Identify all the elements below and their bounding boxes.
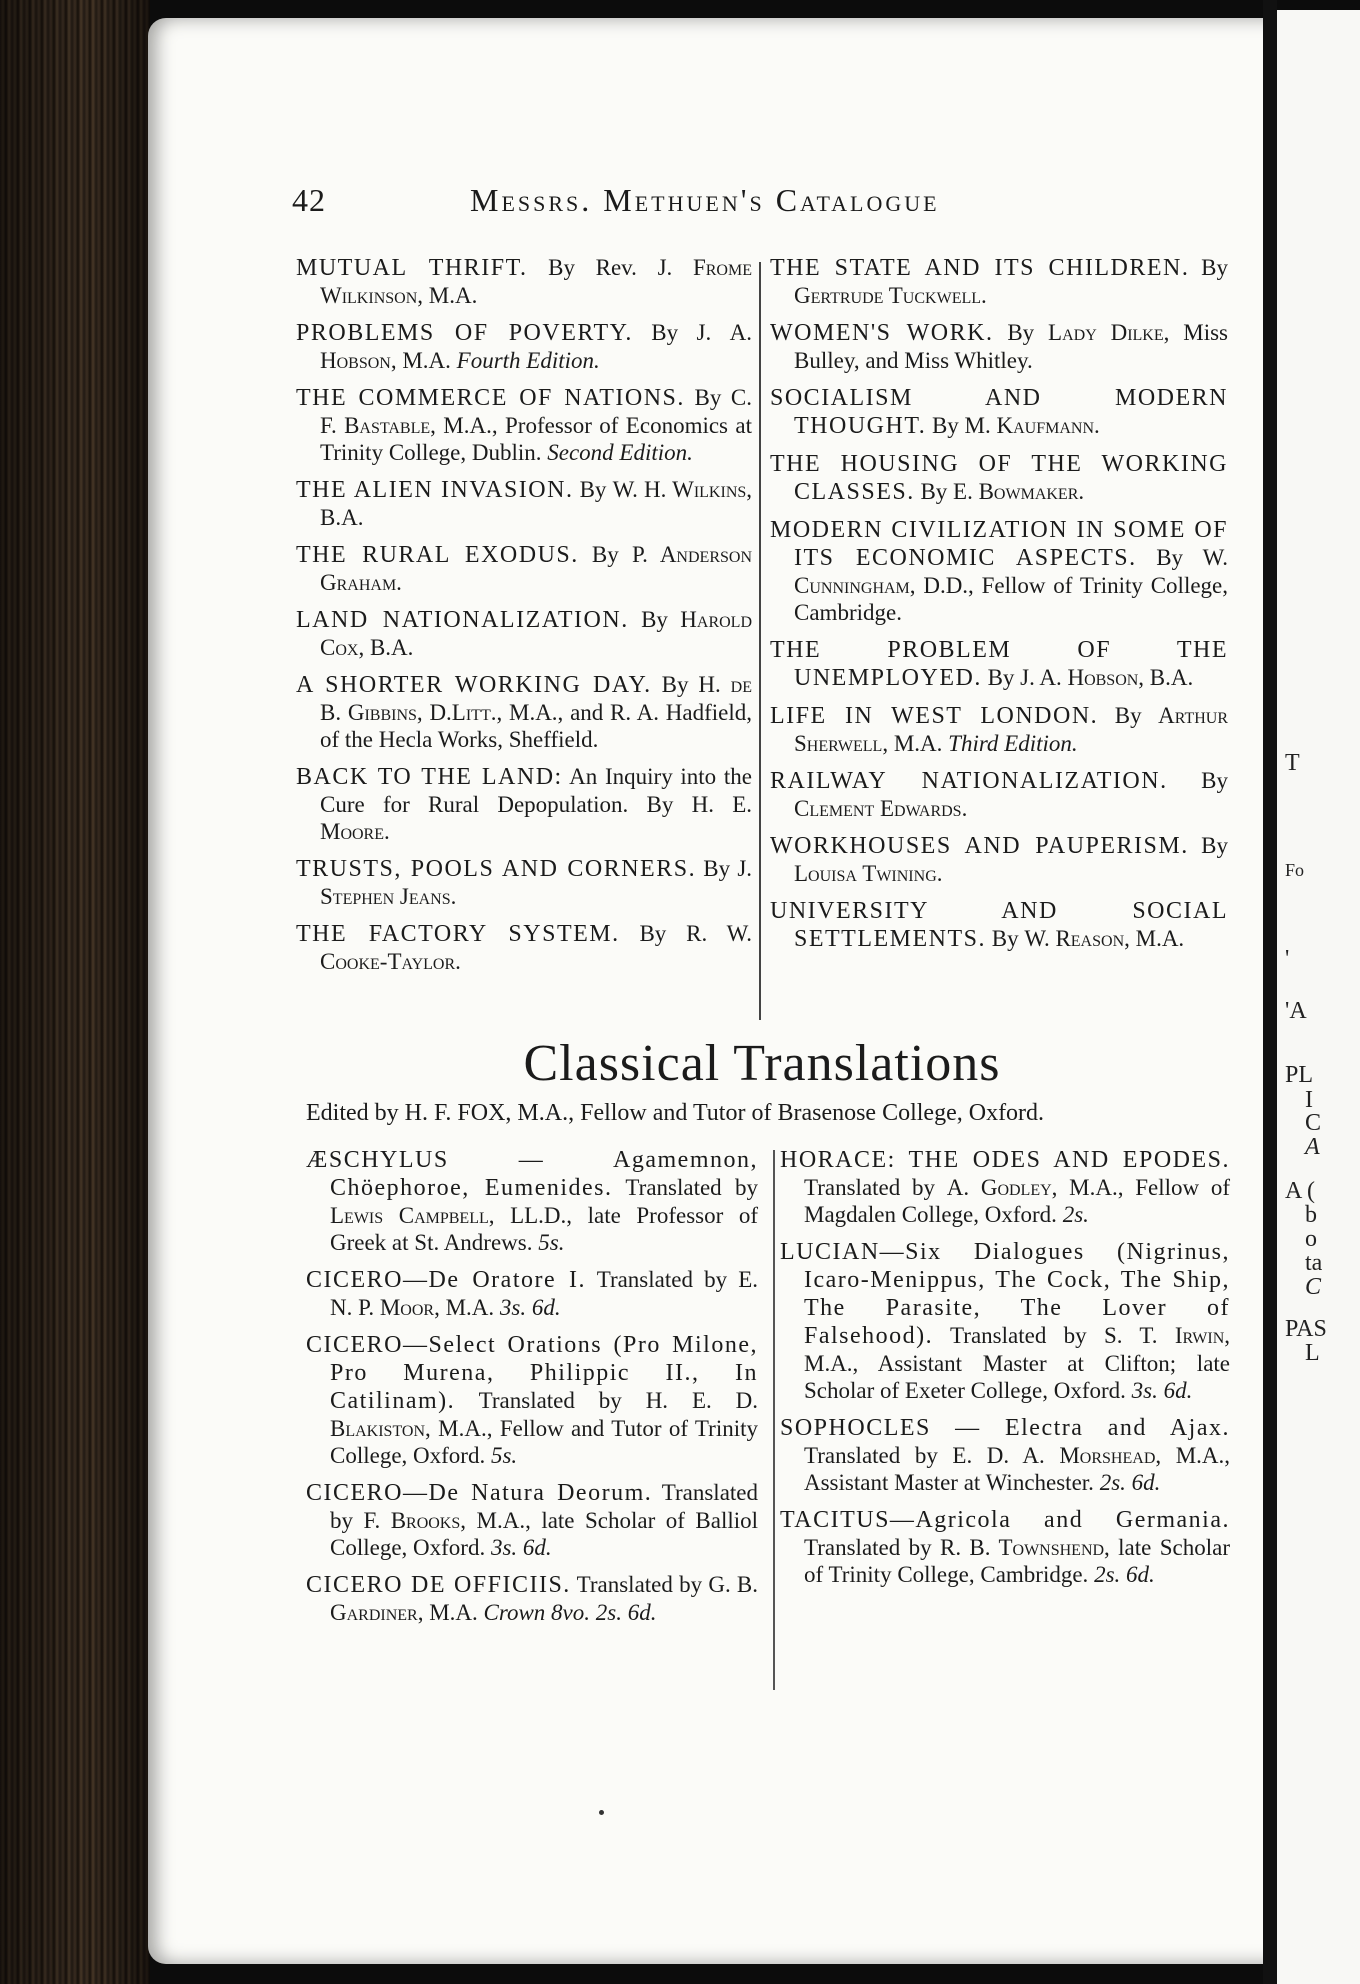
book-gutter: [1263, 0, 1277, 1984]
entry-text: By: [1136, 545, 1203, 570]
entry-author: E. N. P. Moor, M.A.: [330, 1267, 758, 1320]
catalogue-entry: [780, 1146, 1230, 1228]
entry-title: SOPHOCLES — Electra and Ajax.: [780, 1415, 1230, 1441]
entry-title: CICERO—Select Orations (Pro Milone, Pro Murena, Philippic II., In Catilinam).: [306, 1332, 758, 1414]
page-speck: [599, 1810, 604, 1815]
catalogue-entry: [770, 450, 1228, 506]
entry-title: THE ALIEN INVASION.: [296, 477, 574, 503]
entry-author: H. de B. Gibbins, D.Litt., M.A.,: [320, 672, 752, 725]
entry-author: M. Kaufmann.: [964, 413, 1100, 438]
next-page-text: A (: [1285, 1178, 1315, 1204]
catalogue-entry: [296, 855, 752, 910]
catalogue-entry: [770, 832, 1228, 887]
entry-price: 2s.: [1056, 1202, 1089, 1227]
catalogue-entry: [770, 516, 1228, 626]
entry-author: G. B. Gardiner, M.A.: [330, 1572, 759, 1625]
column-divider: [773, 1150, 775, 1690]
entry-text: By: [684, 385, 731, 410]
left-column-list: [296, 254, 752, 985]
entry-edition: Fourth Edition.: [450, 348, 600, 373]
entry-author: Lady Dilke,: [1048, 320, 1170, 345]
next-page-text: T: [1285, 750, 1300, 776]
entry-text: Translated by: [612, 1175, 758, 1200]
entry-price: Crown 8vo. 2s. 6d.: [477, 1600, 657, 1625]
catalogue-entry: [296, 319, 752, 374]
entry-text: Assistant Master at Clifton; late Scholar of Exeter College, Oxford.: [804, 1351, 1230, 1403]
entry-text: late Scholar of Balliol College, Oxford.: [330, 1508, 759, 1560]
entry-price: 2s. 6d.: [1093, 1470, 1161, 1495]
entry-title: LAND NATIONALIZATION.: [296, 607, 629, 633]
next-page-text: b: [1305, 1202, 1317, 1228]
editor-line: Edited by H. F. FOX, M.A., Fellow and Tutor of Brasenose College, Oxford.: [306, 1100, 1045, 1126]
entry-text: By: [578, 542, 632, 567]
catalogue-entry: [306, 1479, 758, 1561]
entry-author: Lewis Campbell, LL.D.,: [330, 1203, 573, 1228]
entry-text: By Rev. J.: [527, 255, 693, 280]
next-page-text: PL: [1285, 1062, 1314, 1088]
entry-text: By: [1188, 833, 1228, 858]
entry-text: By: [651, 672, 699, 697]
catalogue-entry: [780, 1414, 1230, 1496]
entry-text: By: [696, 856, 738, 881]
entry-title: THE COMMERCE OF NATIONS.: [296, 385, 685, 411]
next-page-text: 'A: [1285, 998, 1307, 1024]
entry-title: LUCIAN—Six Dialogues (Nigrinus, Icaro-Menippus, The Cock, The Ship, The Parasite, The Lover of Falsehood).: [780, 1239, 1230, 1349]
catalogue-entry: [296, 671, 752, 753]
entry-text: An Inquiry into the Cure for Rural Depopulation. By: [320, 764, 752, 817]
next-page-text: ': [1285, 946, 1290, 972]
entry-price: 5s.: [485, 1443, 518, 1468]
entry-author: E. Bowmaker.: [953, 479, 1085, 504]
entry-title: MODERN CIVILIZATION IN SOME OF ITS ECONOMIC ASPECTS.: [770, 517, 1228, 571]
entry-author: Clement Edwards.: [794, 796, 968, 821]
entry-text: Professor of Economics at Trinity College, Dublin.: [320, 413, 752, 465]
catalogue-entry: [770, 254, 1228, 309]
catalogue-entry: [296, 541, 752, 596]
catalogue-entry: [770, 702, 1228, 757]
entry-author: A. Hobson, M.A.: [320, 320, 752, 373]
catalogue-entry: [770, 319, 1228, 374]
entry-text: Translated by: [586, 1267, 739, 1292]
entry-title: LIFE IN WEST LONDON.: [770, 703, 1099, 729]
adjacent-page-fragment: [1277, 10, 1360, 1984]
entry-author: W. Cunningham, D.D.,: [794, 545, 1228, 598]
book-page-edges: [0, 0, 150, 1984]
entry-title: WORKHOUSES AND PAUPERISM.: [770, 833, 1189, 859]
entry-title: BACK TO THE LAND:: [296, 764, 563, 790]
catalogue-entry: [770, 636, 1228, 692]
catalogue-entry: [770, 767, 1228, 822]
entry-text: late Scholar of Trinity College, Cambridge.: [804, 1535, 1230, 1587]
entry-text: By J.: [632, 320, 730, 345]
catalogue-entry: [296, 920, 752, 975]
catalogue-entry: [306, 1571, 758, 1626]
entry-author: S. T. Irwin, M.A.,: [804, 1323, 1231, 1376]
entry-title: A SHORTER WORKING DAY.: [296, 672, 652, 698]
entry-title: TACITUS—Agricola and Germania.: [780, 1507, 1230, 1533]
entry-author: P. Anderson Graham.: [320, 542, 752, 595]
entry-author: Louisa Twining.: [794, 861, 943, 886]
catalogue-entry: [770, 897, 1228, 953]
entry-title: THE FACTORY SYSTEM.: [296, 921, 620, 947]
entry-text: late Professor of Greek at St. Andrews.: [330, 1203, 758, 1255]
entry-title: HORACE: THE ODES AND EPODES.: [780, 1147, 1230, 1173]
next-page-text: L: [1305, 1340, 1320, 1366]
catalogue-entry: [780, 1506, 1230, 1588]
entry-title: TRUSTS, POOLS AND CORNERS.: [296, 856, 697, 882]
entry-text: Assistant Master at Winchester.: [804, 1470, 1094, 1495]
entry-text: By: [1189, 255, 1229, 280]
entry-price: 3s. 6d.: [1125, 1378, 1193, 1403]
next-page-text: Fo: [1285, 860, 1305, 880]
entry-title: THE RURAL EXODUS.: [296, 542, 579, 568]
entry-author: C. F. Bastable, M.A.,: [320, 385, 753, 438]
catalogue-entry: [296, 763, 752, 845]
catalogue-entry: [306, 1331, 758, 1469]
page-number: 42: [292, 182, 326, 218]
entry-text: Translated by: [455, 1388, 646, 1413]
entry-text: Translated by: [804, 1443, 953, 1468]
entry-text: and R. A. Hadfield, of the Hecla Works, Sheffield.: [320, 700, 752, 752]
page-header: [292, 182, 1232, 226]
section-title: Classical Translations: [523, 1035, 1001, 1092]
next-page-text: I: [1305, 1087, 1313, 1113]
entry-title: CICERO DE OFFICIIS.: [306, 1572, 571, 1598]
entry-text: By: [573, 477, 613, 502]
right-column-list: [770, 254, 1228, 963]
entry-title: THE HOUSING OF THE WORKING CLASSES.: [770, 451, 1228, 505]
entry-title: CICERO—De Natura Deorum.: [306, 1480, 653, 1506]
column-divider: [759, 262, 761, 1020]
entry-text: By: [628, 607, 681, 632]
entry-author: Harold Cox, B.A.: [320, 607, 753, 660]
entry-text: Fellow of Magdalen College, Oxford.: [804, 1175, 1230, 1227]
entry-edition: Third Edition.: [942, 731, 1078, 756]
entry-title: ÆSCHYLUS — Agamemnon, Chöephoroe, Eumenides.: [306, 1147, 758, 1201]
entry-author: R. W. Cooke-Taylor.: [320, 921, 753, 974]
entry-author: Arthur Sherwell, M.A.: [794, 703, 1229, 756]
entry-text: By: [926, 413, 965, 438]
catalogue-entry: [306, 1146, 758, 1256]
entry-author: Frome Wilkinson, M.A.: [320, 255, 752, 308]
catalogue-entry: [306, 1266, 758, 1321]
entry-title: CICERO—De Oratore I.: [306, 1267, 586, 1293]
entry-text: Miss Bulley, and Miss Whitley.: [794, 320, 1228, 373]
entry-author: J. Stephen Jeans.: [320, 856, 753, 909]
entry-text: Translated by: [804, 1535, 940, 1560]
next-page-text: PAS: [1285, 1316, 1327, 1342]
next-page-text: A: [1305, 1134, 1320, 1160]
catalogue-entry: [780, 1238, 1230, 1404]
entry-author: A. Godley, M.A.,: [946, 1175, 1124, 1200]
entry-text: Fellow and Tutor of Trinity College, Oxford.: [330, 1416, 759, 1468]
entry-title: PROBLEMS OF POVERTY.: [296, 320, 633, 346]
entry-text: Translated by: [804, 1175, 947, 1200]
translations-right-list: [780, 1146, 1230, 1598]
entry-title: WOMEN'S WORK.: [770, 320, 994, 346]
catalogue-entry: [296, 476, 752, 531]
entry-title: THE PROBLEM OF THE UNEMPLOYED.: [770, 637, 1228, 691]
entry-author: Gertrude Tuckwell.: [794, 283, 987, 308]
entry-price: 2s. 6d.: [1088, 1562, 1155, 1587]
entry-author: E. D. A. Morshead, M.A.,: [952, 1443, 1231, 1468]
entry-text: By: [993, 320, 1049, 345]
entry-title: THE STATE AND ITS CHILDREN.: [770, 255, 1190, 281]
entry-author: W. Reason, M.A.: [1024, 926, 1185, 951]
entry-author: H. E. Moore.: [320, 792, 752, 844]
entry-text: By: [914, 479, 954, 504]
entry-text: By: [1167, 768, 1228, 793]
entry-text: By: [1098, 703, 1159, 728]
entry-text: By: [619, 921, 687, 946]
next-page-text: C: [1305, 1274, 1322, 1300]
entry-title: MUTUAL THRIFT.: [296, 255, 528, 281]
catalogue-entry: [770, 384, 1228, 440]
entry-text: By: [986, 926, 1025, 951]
entry-title: UNIVERSITY AND SOCIAL SETTLEMENTS.: [770, 898, 1228, 952]
entry-text: By: [981, 665, 1021, 690]
catalogue-entry: [296, 254, 752, 309]
catalogue-entry: [296, 606, 752, 661]
entry-edition: Second Edition.: [541, 440, 693, 465]
entry-text: Translated by: [330, 1480, 758, 1533]
catalogue-entry: [296, 384, 752, 466]
entry-price: 5s.: [532, 1230, 565, 1255]
translations-left-list: [306, 1146, 758, 1636]
entry-author: R. B. Townshend,: [939, 1535, 1110, 1560]
entry-price: 3s. 6d.: [494, 1295, 561, 1320]
running-title: Messrs. Methuen's Catalogue: [470, 182, 940, 218]
entry-title: SOCIALISM AND MODERN THOUGHT.: [770, 385, 1228, 439]
entry-price: 3s. 6d.: [485, 1535, 552, 1560]
entry-text: Fellow of Trinity College, Cambridge.: [794, 573, 1229, 625]
entry-author: W. H. Wilkins, B.A.: [320, 477, 753, 530]
entry-author: J. A. Hobson, B.A.: [1020, 665, 1194, 690]
entry-author: H. E. D. Blakiston, M.A.,: [330, 1388, 758, 1441]
entry-text: Translated by: [933, 1323, 1104, 1348]
next-page-text: C: [1305, 1110, 1322, 1136]
entry-author: F. Brooks, M.A.,: [363, 1508, 531, 1533]
next-page-text: o: [1305, 1226, 1317, 1252]
entry-title: RAILWAY NATIONALIZATION.: [770, 768, 1168, 794]
entry-text: Translated by: [570, 1572, 709, 1597]
next-page-text: ta: [1305, 1250, 1323, 1276]
